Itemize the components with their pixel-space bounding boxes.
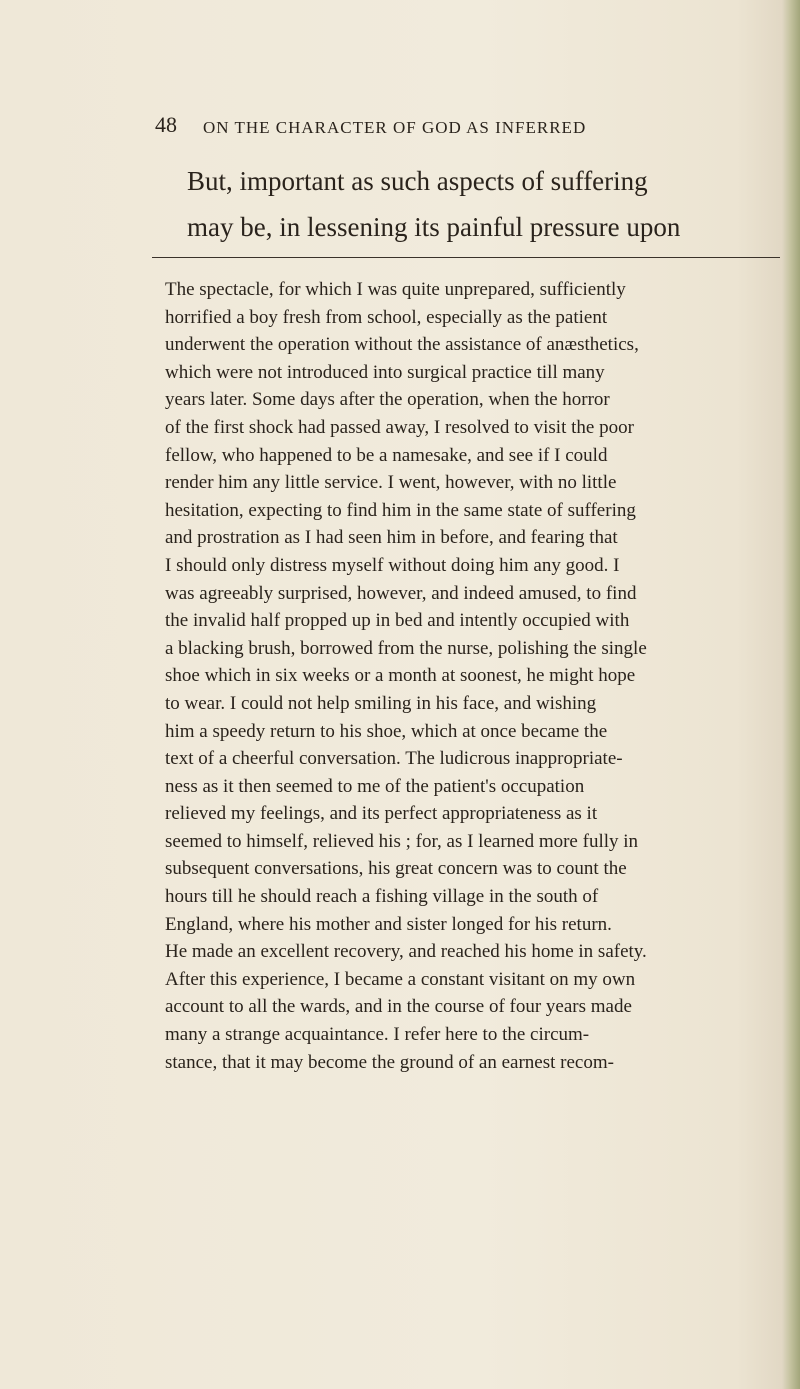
footnote-line: was agreeably surprised, however, and indeed amused, to find xyxy=(165,582,637,604)
footnote-line: stance, that it may become the ground of an earnest recom- xyxy=(165,1051,614,1073)
footnote-line: seemed to himself, relieved his ; for, as I learned more fully in xyxy=(165,830,639,852)
footnote-line: which were not introduced into surgical practice till many xyxy=(165,361,605,383)
footnote-rule xyxy=(152,257,780,258)
footnote-line: hesitation, expecting to find him in the same state of suffering xyxy=(165,499,636,521)
body-text xyxy=(187,158,742,250)
body-line: But, important as such aspects of suffering xyxy=(187,166,648,196)
footnote-line: He made an excellent recovery, and reached his home in safety. xyxy=(165,941,647,963)
footnote-line: ness as it then seemed to me of the patient's occupation xyxy=(165,775,585,797)
footnote-line: subsequent conversations, his great concern was to count the xyxy=(165,858,627,880)
footnote-line: England, where his mother and sister longed for his return. xyxy=(165,913,612,935)
footnote-line: underwent the operation without the assistance of anæsthetics, xyxy=(165,334,639,356)
footnote-line: shoe which in six weeks or a month at soonest, he might hope xyxy=(165,665,636,687)
footnote-line: text of a cheerful conversation. The ludicrous inappropriate- xyxy=(165,748,623,770)
body-line: may be, in lessening its painful pressure upon xyxy=(187,212,681,242)
footnote-line: render him any little service. I went, however, with no little xyxy=(165,472,617,494)
footnote-line: to wear. I could not help smiling in his face, and wishing xyxy=(165,692,597,714)
footnote-line: and prostration as I had seen him in before, and fearing that xyxy=(165,527,618,549)
page-edge xyxy=(782,0,800,1389)
footnote-line: The spectacle, for which I was quite unprepared, sufficiently xyxy=(165,279,626,300)
footnote-line: fellow, who happened to be a namesake, and see if I could xyxy=(165,444,608,466)
footnote-line: many a strange acquaintance. I refer here to the circum- xyxy=(165,1024,590,1046)
footnote-line: hours till he should reach a fishing village in the south of xyxy=(165,886,599,908)
running-head: ON THE CHARACTER OF GOD AS INFERRED xyxy=(203,118,587,137)
page-number: 48 xyxy=(155,112,177,137)
footnote-line: him a speedy return to his shoe, which at once became the xyxy=(165,720,608,742)
footnote xyxy=(165,276,765,1076)
footnote-line: I should only distress myself without doing him any good. I xyxy=(165,554,620,576)
footnote-line: of the first shock had passed away, I resolved to visit the poor xyxy=(165,416,634,438)
footnote-line: relieved my feelings, and its perfect appropriateness as it xyxy=(165,803,598,825)
footnote-line: the invalid half propped up in bed and intently occupied with xyxy=(165,610,630,632)
footnote-line: After this experience, I became a constant visitant on my own xyxy=(165,968,636,990)
page-header xyxy=(155,112,755,148)
footnote-line: account to all the wards, and in the course of four years made xyxy=(165,996,632,1018)
footnote-line: horrified a boy fresh from school, especially as the patient xyxy=(165,306,608,328)
footnote-line: years later. Some days after the operation, when the horror xyxy=(165,389,610,411)
footnote-line: a blacking brush, borrowed from the nurse, polishing the single xyxy=(165,637,647,659)
